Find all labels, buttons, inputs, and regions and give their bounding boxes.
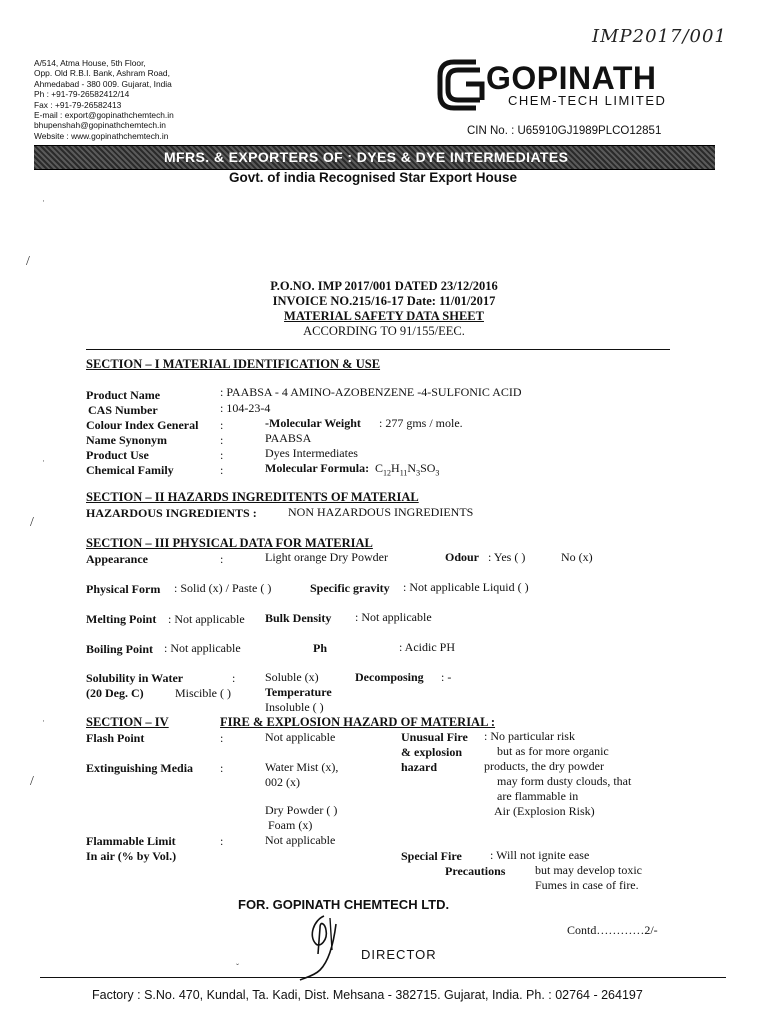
- address-line: Ahmedabad - 380 009. Gujarat, India: [34, 78, 172, 89]
- tagline: Govt. of india Recognised Star Export House: [229, 170, 518, 185]
- extinguishing-media-line: Foam (x): [268, 818, 313, 832]
- cin-number: CIN No. : U65910GJ1989PLCO12851: [467, 125, 662, 137]
- scan-speck: ·: [42, 456, 45, 466]
- decomposing-value: : -: [441, 670, 452, 684]
- temperature-label: Temperature: [265, 685, 332, 699]
- colour-index-label: Colour Index General: [86, 418, 199, 432]
- colour-index-separator: :: [220, 418, 224, 432]
- name-synonym-label: Name Synonym: [86, 433, 168, 447]
- address-line: Ph : +91-79-26582412/14: [34, 89, 130, 100]
- unusual-fire-text: Air (Explosion Risk): [494, 804, 595, 818]
- handwritten-reference: IMP2017/001: [592, 26, 727, 47]
- address-line: Website : www.gopinathchemtech.in: [34, 130, 169, 141]
- extinguishing-media-label: Extinguishing Media: [86, 761, 194, 775]
- formula-so: SO: [420, 461, 436, 475]
- extinguishing-media-line: Dry Powder ( ): [265, 803, 338, 817]
- precautions-line: but may develop toxic: [535, 863, 642, 877]
- boiling-point-label: Boiling Point: [86, 642, 154, 656]
- according-to: ACCORDING TO 91/155/EEC.: [303, 324, 465, 338]
- margin-mark: /: [30, 774, 34, 789]
- chemical-family-label: Chemical Family: [86, 463, 174, 477]
- appearance-label: Appearance: [86, 552, 148, 566]
- molecular-formula-value: [375, 461, 439, 477]
- formula-h: H: [391, 461, 400, 475]
- unusual-fire-label: Unusual Fire: [401, 730, 468, 744]
- solubility-temp-label: (20 Deg. C): [86, 686, 144, 700]
- cas-number-value: : 104-23-4: [220, 401, 271, 415]
- special-fire-label: Special Fire: [401, 849, 462, 863]
- product-use-label: Product Use: [86, 448, 149, 462]
- molecular-formula-label: Molecular Formula:: [265, 461, 370, 475]
- unusual-fire-text: products, the dry powder: [484, 759, 604, 773]
- address-line: E-mail : export@gopinathchemtech.in: [34, 110, 174, 121]
- flash-point-value: Not applicable: [265, 730, 336, 744]
- unusual-fire-label: hazard: [401, 760, 437, 774]
- address-block: [34, 58, 174, 141]
- unusual-fire-text: : No particular risk: [484, 729, 575, 743]
- solubility-separator: :: [232, 671, 236, 685]
- specific-gravity-label: Specific gravity: [310, 581, 390, 595]
- specific-gravity-value: : Not applicable Liquid ( ): [403, 580, 529, 594]
- margin-mark: /: [26, 254, 30, 269]
- scan-speck: ˇ: [236, 962, 239, 972]
- odour-label: Odour: [445, 550, 480, 564]
- po-number: P.O.NO. IMP 2017/001 DATED 23/12/2016: [270, 279, 498, 293]
- solubility-label: Solubility in Water: [86, 671, 184, 685]
- boiling-point-value: : Not applicable: [164, 641, 241, 655]
- banner-text: MFRS. & EXPORTERS OF : DYES & DYE INTERMEDIATES: [164, 149, 569, 165]
- product-use-separator: :: [220, 448, 224, 462]
- special-fire-value: : Will not ignite ease: [490, 848, 590, 862]
- signature-icon: [290, 910, 360, 982]
- extinguishing-media-separator: :: [220, 761, 224, 775]
- name-synonym-separator: :: [220, 433, 224, 447]
- molecular-weight-value: : 277 gms / mole.: [379, 416, 463, 430]
- formula-n: N: [407, 461, 417, 475]
- formula-c-count: 12: [383, 468, 392, 478]
- factory-address: Factory : S.No. 470, Kundal, Ta. Kadi, Dist. Mehsana - 382715. Gujarat, India. Ph. : 02764 - 264197: [92, 988, 643, 1002]
- flash-point-separator: :: [220, 731, 224, 745]
- section-3-heading: SECTION – III PHYSICAL DATA FOR MATERIAL: [86, 536, 373, 550]
- address-line: Opp. Old R.B.I. Bank, Ashram Road,: [34, 68, 170, 79]
- insoluble-value: Insoluble ( ): [265, 700, 324, 714]
- address-line: bhupenshah@gopinathchemtech.in: [34, 120, 166, 131]
- appearance-separator: :: [220, 552, 224, 566]
- address-line: Fax : +91-79-26582413: [34, 99, 122, 110]
- soluble-value: Soluble (x): [265, 670, 319, 684]
- company-logo-icon: [436, 56, 486, 114]
- unusual-fire-text: but as for more organic: [497, 744, 609, 758]
- for-company: FOR. GOPINATH CHEMTECH LTD.: [238, 897, 450, 912]
- ph-value: : Acidic PH: [399, 640, 455, 654]
- extinguishing-media-line: 002 (x): [265, 775, 300, 789]
- formula-n-count: 3: [416, 468, 421, 478]
- molecular-weight-label: -Molecular Weight: [265, 416, 361, 430]
- bulk-density-value: : Not applicable: [355, 610, 432, 624]
- director-label: DIRECTOR: [361, 947, 437, 962]
- product-use-value: Dyes Intermediates: [265, 446, 358, 460]
- flammable-limit-label: Flammable Limit: [86, 834, 176, 848]
- flash-point-label: Flash Point: [86, 731, 145, 745]
- section-2-heading: SECTION – II HAZARDS INGREDITENTS OF MATERIAL: [86, 490, 419, 504]
- company-subtitle: CHEM-TECH LIMITED: [508, 93, 667, 108]
- address-line: A/514, Atma House, 5th Floor,: [34, 58, 146, 68]
- extinguishing-media-line: Water Mist (x),: [265, 760, 339, 774]
- appearance-value: Light orange Dry Powder: [265, 550, 388, 564]
- miscible-value: Miscible ( ): [175, 686, 231, 700]
- company-name: GOPINATH: [486, 60, 657, 96]
- unusual-fire-text: are flammable in: [497, 789, 579, 803]
- odour-yes: : Yes ( ): [488, 550, 526, 564]
- footer-divider: [40, 977, 726, 978]
- name-synonym-value: PAABSA: [265, 431, 312, 445]
- flammable-limit-label: In air (% by Vol.): [86, 849, 177, 863]
- header-banner: [34, 145, 715, 170]
- precautions-line: Fumes in case of fire.: [535, 878, 639, 892]
- invoice-number: INVOICE NO.215/16-17 Date: 11/01/2017: [272, 294, 496, 308]
- odour-no: No (x): [561, 550, 593, 564]
- formula-h-count: 11: [399, 468, 408, 478]
- precautions-label: Precautions: [445, 864, 506, 878]
- unusual-fire-label: & explosion: [401, 745, 463, 759]
- section-4-heading: FIRE & EXPLOSION HAZARD OF MATERIAL :: [220, 715, 496, 729]
- decomposing-label: Decomposing: [355, 670, 424, 684]
- scan-speck: ·: [42, 196, 45, 206]
- formula-c: C: [375, 461, 384, 475]
- formula-so-count: 3: [435, 468, 440, 478]
- margin-mark: /: [30, 515, 34, 530]
- scan-speck: ·: [42, 716, 45, 726]
- chemical-family-separator: :: [220, 463, 224, 477]
- physical-form-value: : Solid (x) / Paste ( ): [174, 581, 272, 595]
- flammable-limit-value: Not applicable: [265, 833, 336, 847]
- melting-point-label: Melting Point: [86, 612, 157, 626]
- melting-point-value: : Not applicable: [168, 612, 245, 626]
- divider: [86, 349, 670, 350]
- flammable-limit-separator: :: [220, 834, 224, 848]
- ph-label: Ph: [313, 641, 328, 655]
- bulk-density-label: Bulk Density: [265, 611, 332, 625]
- continued-note: Contd…………2/-: [567, 923, 658, 937]
- unusual-fire-text: may form dusty clouds, that: [497, 774, 632, 788]
- product-name-label: Product Name: [86, 388, 161, 402]
- section-1-heading: SECTION – I MATERIAL IDENTIFICATION & USE: [86, 357, 381, 371]
- cas-number-label: CAS Number: [88, 403, 158, 417]
- document-title: MATERIAL SAFETY DATA SHEET: [284, 309, 484, 323]
- hazardous-ingredients-label: HAZARDOUS INGREDIENTS :: [86, 506, 257, 520]
- product-name-value: : PAABSA - 4 AMINO-AZOBENZENE -4-SULFONIC ACID: [220, 385, 522, 399]
- physical-form-label: Physical Form: [86, 582, 161, 596]
- hazardous-ingredients-value: NON HAZARDOUS INGREDIENTS: [288, 505, 474, 519]
- section-4-number: SECTION – IV: [86, 715, 169, 729]
